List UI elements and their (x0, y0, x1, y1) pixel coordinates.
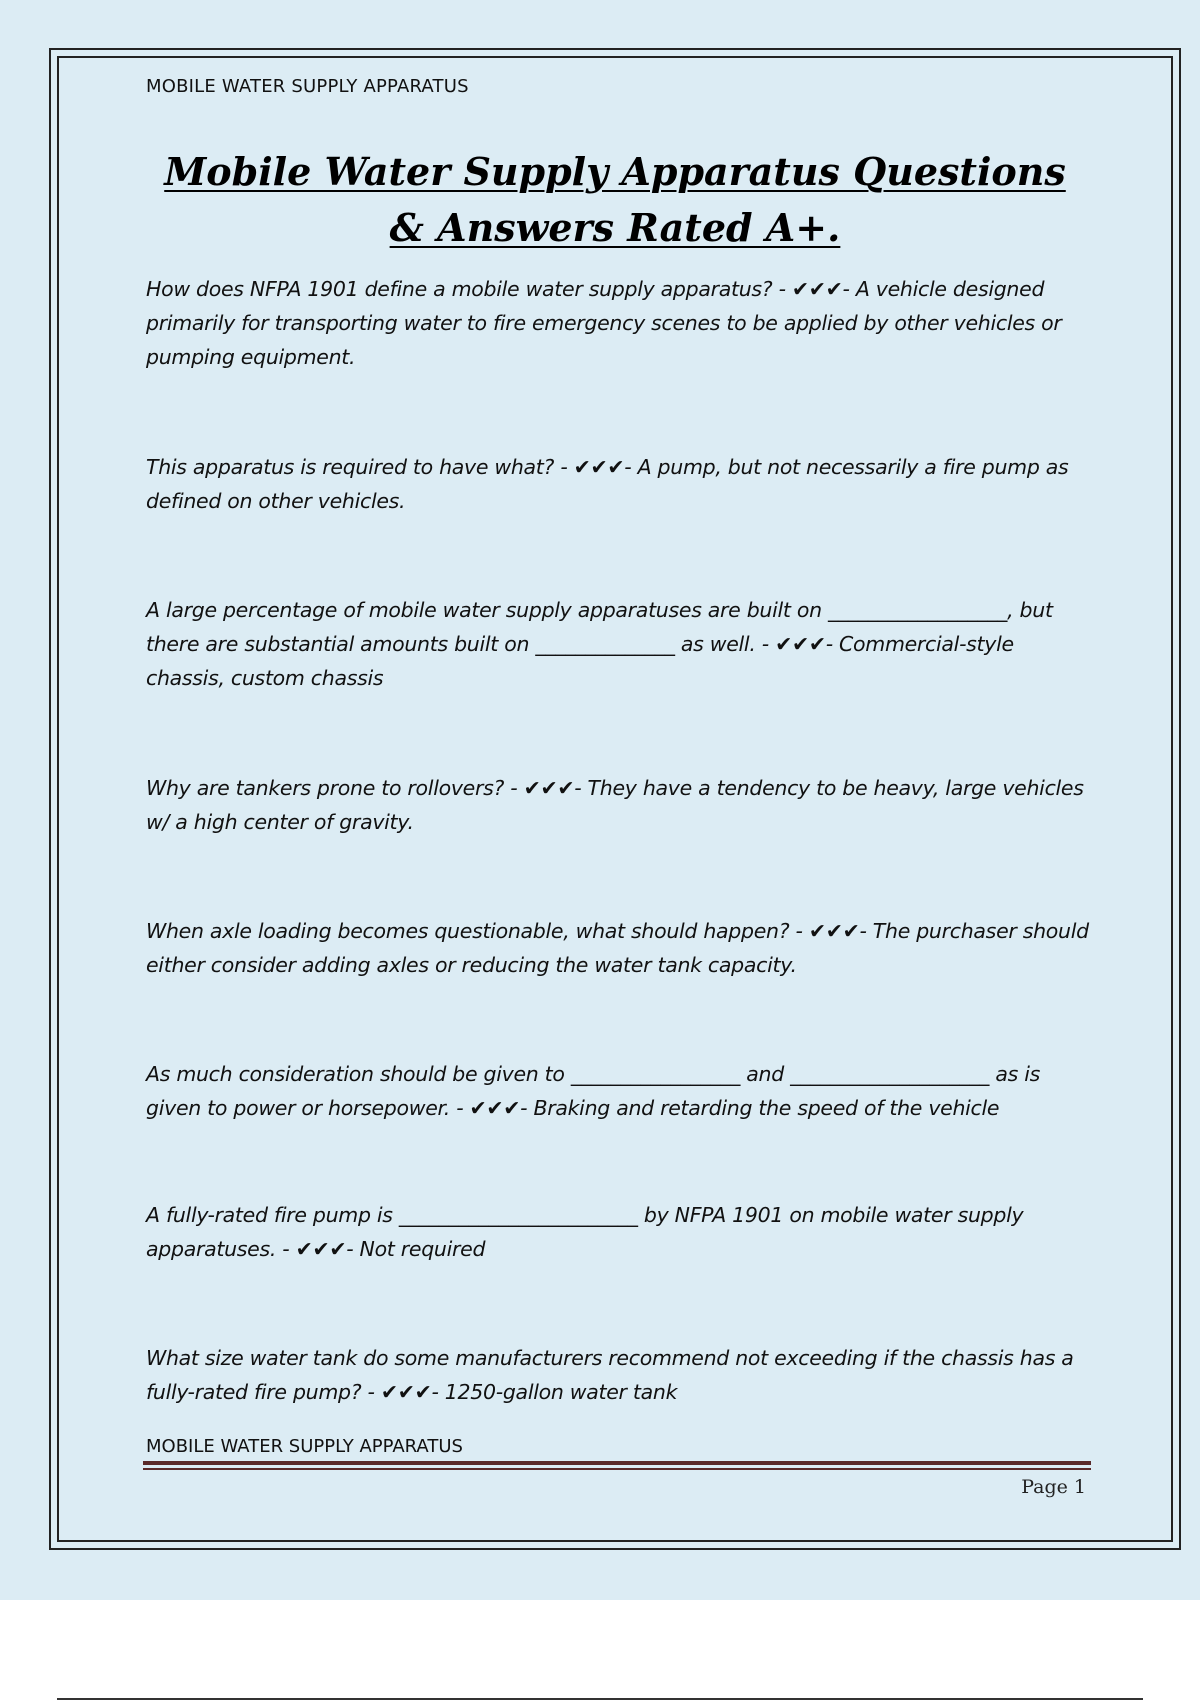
qa-item-1: How does NFPA 1901 define a mobile water supply apparatus? - ✔✔✔- A vehicle designed primarily for transporting water to fire emergency scenes to be applied by other vehicles or pumping equipment. (146, 277, 1062, 369)
qa-item-5: When axle loading becomes questionable, what should happen? - ✔✔✔- The purchaser should either consider adding axles or reducing the water tank capacity. (146, 919, 1089, 977)
next-page-rule (57, 1698, 1143, 1700)
page-number: Page 1 (1021, 1476, 1086, 1498)
document-title-line-2: & Answers Rated A+. (389, 205, 841, 250)
qa-item-4: Why are tankers prone to rollovers? - ✔✔✔- They have a tendency to be heavy, large vehicles w/ a high center of gravity. (146, 776, 1084, 834)
footer-rule-thin (143, 1468, 1091, 1470)
page-header: MOBILE WATER SUPPLY APPARATUS (146, 76, 469, 97)
page-footer: MOBILE WATER SUPPLY APPARATUS (146, 1436, 463, 1457)
qa-item-7: A fully-rated fire pump is ________________________ by NFPA 1901 on mobile water supply apparatuses. - ✔✔✔- Not required (146, 1203, 1024, 1261)
qa-item-3: A large percentage of mobile water supply apparatuses are built on __________________, but there are substantial amounts built on ______________ as well. - ✔✔✔- Commercial-style chassis, custom chassis (146, 598, 1053, 690)
qa-item-6: As much consideration should be given to _________________ and ____________________ as is given to power or horsepower. - ✔✔✔- Braking and retarding the speed of the vehicle (146, 1062, 1040, 1120)
qa-item-2: This apparatus is required to have what? - ✔✔✔- A pump, but not necessarily a fire pump as defined on other vehicles. (146, 455, 1069, 513)
document-title (130, 144, 1100, 256)
document-title-line-1: Mobile Water Supply Apparatus Questions (164, 149, 1066, 194)
qa-item-8: What size water tank do some manufacturers recommend not exceeding if the chassis has a fully-rated fire pump? - ✔✔✔- 1250-gallon water tank (146, 1346, 1074, 1404)
footer-rule (143, 1461, 1091, 1465)
